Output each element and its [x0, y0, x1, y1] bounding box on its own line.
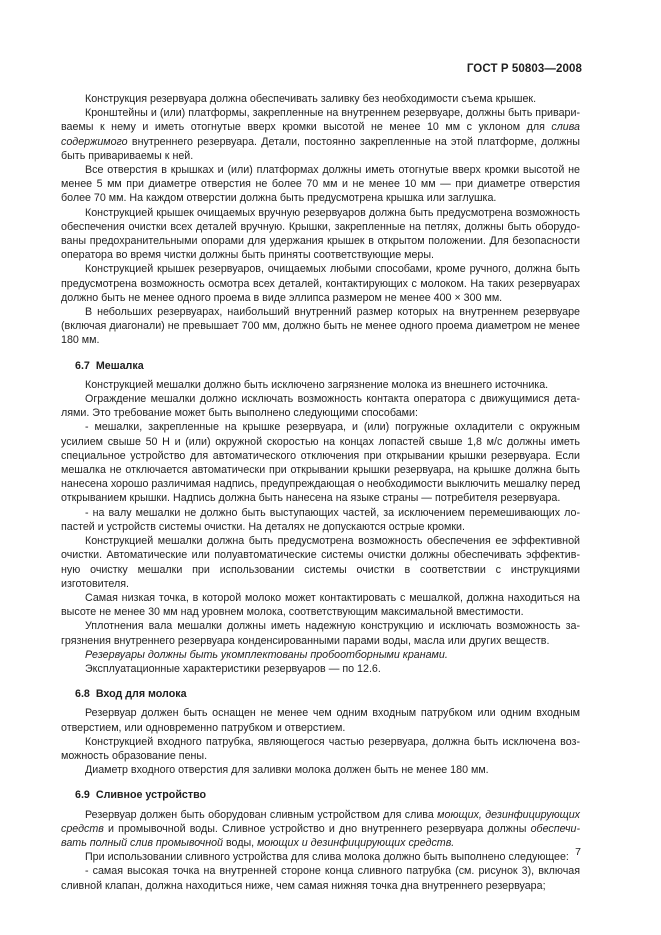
paragraph: Все отверстия в крышках и (или) платформах должны иметь отогнутые вверх кромки высотой не менее 5 мм при диаметре отверстия не более 70 мм и не менее 10 мм — при диаметре отверстия более 70 мм. На каждом отверстии должна быть предусмотрена крышка или заглушка.	[61, 164, 580, 205]
section-title: Мешалка	[95, 359, 144, 372]
paragraph: Резервуар должен быть оборудован сливным устройством для слива моющих, дезинфицирующих средств и промывочной воды. Сливное устройство и дно внутреннего резервуара должны обеспечивать полный слив промывочной воды, моющих и дезинфицирующих средств.	[61, 808, 580, 849]
paragraph: Конструкцией мешалки должна быть предусмотрена возможность обеспечения ее эффективной очистки. Автоматические или полуавтоматические системы очистки должны обеспечивать эффективную очистку мешалки при использовании системы очистки в соответствии с инструкциями изготовителя.	[61, 535, 580, 590]
paragraph: Эксплуатационные характеристики резервуаров — по 12.6.	[85, 662, 381, 675]
paragraph: Резервуар должен быть оснащен не менее чем одним входным патрубком или одним входным отверстием, или одновременно патрубком и отверстием.	[61, 707, 580, 734]
paragraph: В небольших резервуарах, наибольший внутренний размер которых на внутреннем резервуаре (включая диагонали) не превышает 700 мм, должно быть не менее одного проема диаметром не менее 180 мм.	[61, 306, 580, 347]
paragraph: Диаметр входного отверстия для заливки молока должен быть не менее 180 мм.	[85, 764, 489, 777]
section-number: 6.9	[75, 789, 90, 802]
section-title: Вход для молока	[95, 688, 187, 701]
paragraph: - мешалки, закрепленные на крышке резервуара, и (или) погружные охладители с окружным усилием свыше 50 Н и (или) окружной скоростью на концах лопастей свыше 1,8 м/с должны иметь специальное устройство для автоматического отключения при открывании крышки резервуара. Если мешалка не отключается автоматически при открывании крышки резервуара, на крышке должна быть нанесена хорошо различимая надпись, предупреждающая о необходимости выключить мешалку перед открыванием крышки. Надпись должна быть нанесена на языке страны — потребителя резервуара.	[61, 421, 580, 505]
document-body	[61, 92, 580, 893]
paragraph: - самая высокая точка на внутренней стороне конца сливного патрубка (см. рисунок 3), включая сливной клапан, должна находиться ниже, чем самая нижняя точка дна внутреннего резервуара;	[61, 865, 580, 892]
section-heading	[61, 788, 580, 802]
standard-header: ГОСТ Р 50803—2008	[466, 63, 582, 75]
paragraph: Резервуары должны быть укомплектованы пробоотборными кранами.	[85, 648, 448, 661]
paragraph: - на валу мешалки не должно быть выступающих частей, за исключением перемешивающих лопастей и устройств системы очистки. На деталях не допускаются острые кромки.	[61, 506, 580, 533]
paragraph: Конструкцией крышек очищаемых вручную резервуаров должна быть предусмотрена возможность обеспечения очистки всех деталей вручную. Крышки, закрепленные на петлях, должны быть оборудованы предохранительными опорами для удержания крышек в открытом положении. Для безопасности оператора во время чистки должны быть приняты соответствующие меры.	[61, 206, 580, 262]
paragraph: При использовании сливного устройства для слива молока должно быть выполнено следующее:	[85, 851, 569, 864]
section-number: 6.8	[75, 688, 90, 701]
page-number: 7	[575, 846, 581, 858]
section-number: 6.7	[75, 359, 90, 372]
paragraph: Конструкцией мешалки должно быть исключено загрязнение молока из внешнего источника.	[85, 378, 549, 391]
paragraph: Ограждение мешалки должно исключать возможность контакта оператора с движущимися деталями. Это требование может быть выполнено следующими способами:	[61, 393, 580, 420]
paragraph: Конструкцией входного патрубка, являющегося частью резервуара, должна быть исключена возможность образование пены.	[61, 735, 580, 762]
section-title: Сливное устройство	[95, 789, 207, 802]
section-heading	[61, 359, 580, 373]
paragraph: Конструкция резервуара должна обеспечивать заливку без необходимости съема крышек.	[85, 93, 537, 105]
paragraph: Самая низкая точка, в которой молоко может контактировать с мешалкой, должна находиться на высоте не менее 30 мм над уровнем молока, соответствующим максимальной вместимости.	[61, 591, 580, 619]
paragraph: Конструкцией крышек резервуаров, очищаемых любыми способами, кроме ручного, должна быть предусмотрена возможность осмотра всех деталей, контактирующих с молоком. На таких резервуарах должно быть не менее одного проема в виде эллипса размером не менее 400 × 300 мм.	[61, 263, 580, 304]
paragraph: Кронштейны и (или) платформы, закрепленные на внутреннем резервуаре, должны быть привариваемы к нему и иметь отогнутые вверх кромки высотой не менее 10 мм с уклоном для слива содержимого внутреннего резервуара. Детали, постоянно закрепленные на этой платформе, должны быть привариваемы к ней.	[61, 107, 580, 162]
paragraph: Уплотнения вала мешалки должны иметь надежную конструкцию и исключать возможность загрязнения внутреннего резервуара конденсированными парами воды, масла или других веществ.	[61, 620, 580, 647]
section-heading	[61, 687, 580, 701]
